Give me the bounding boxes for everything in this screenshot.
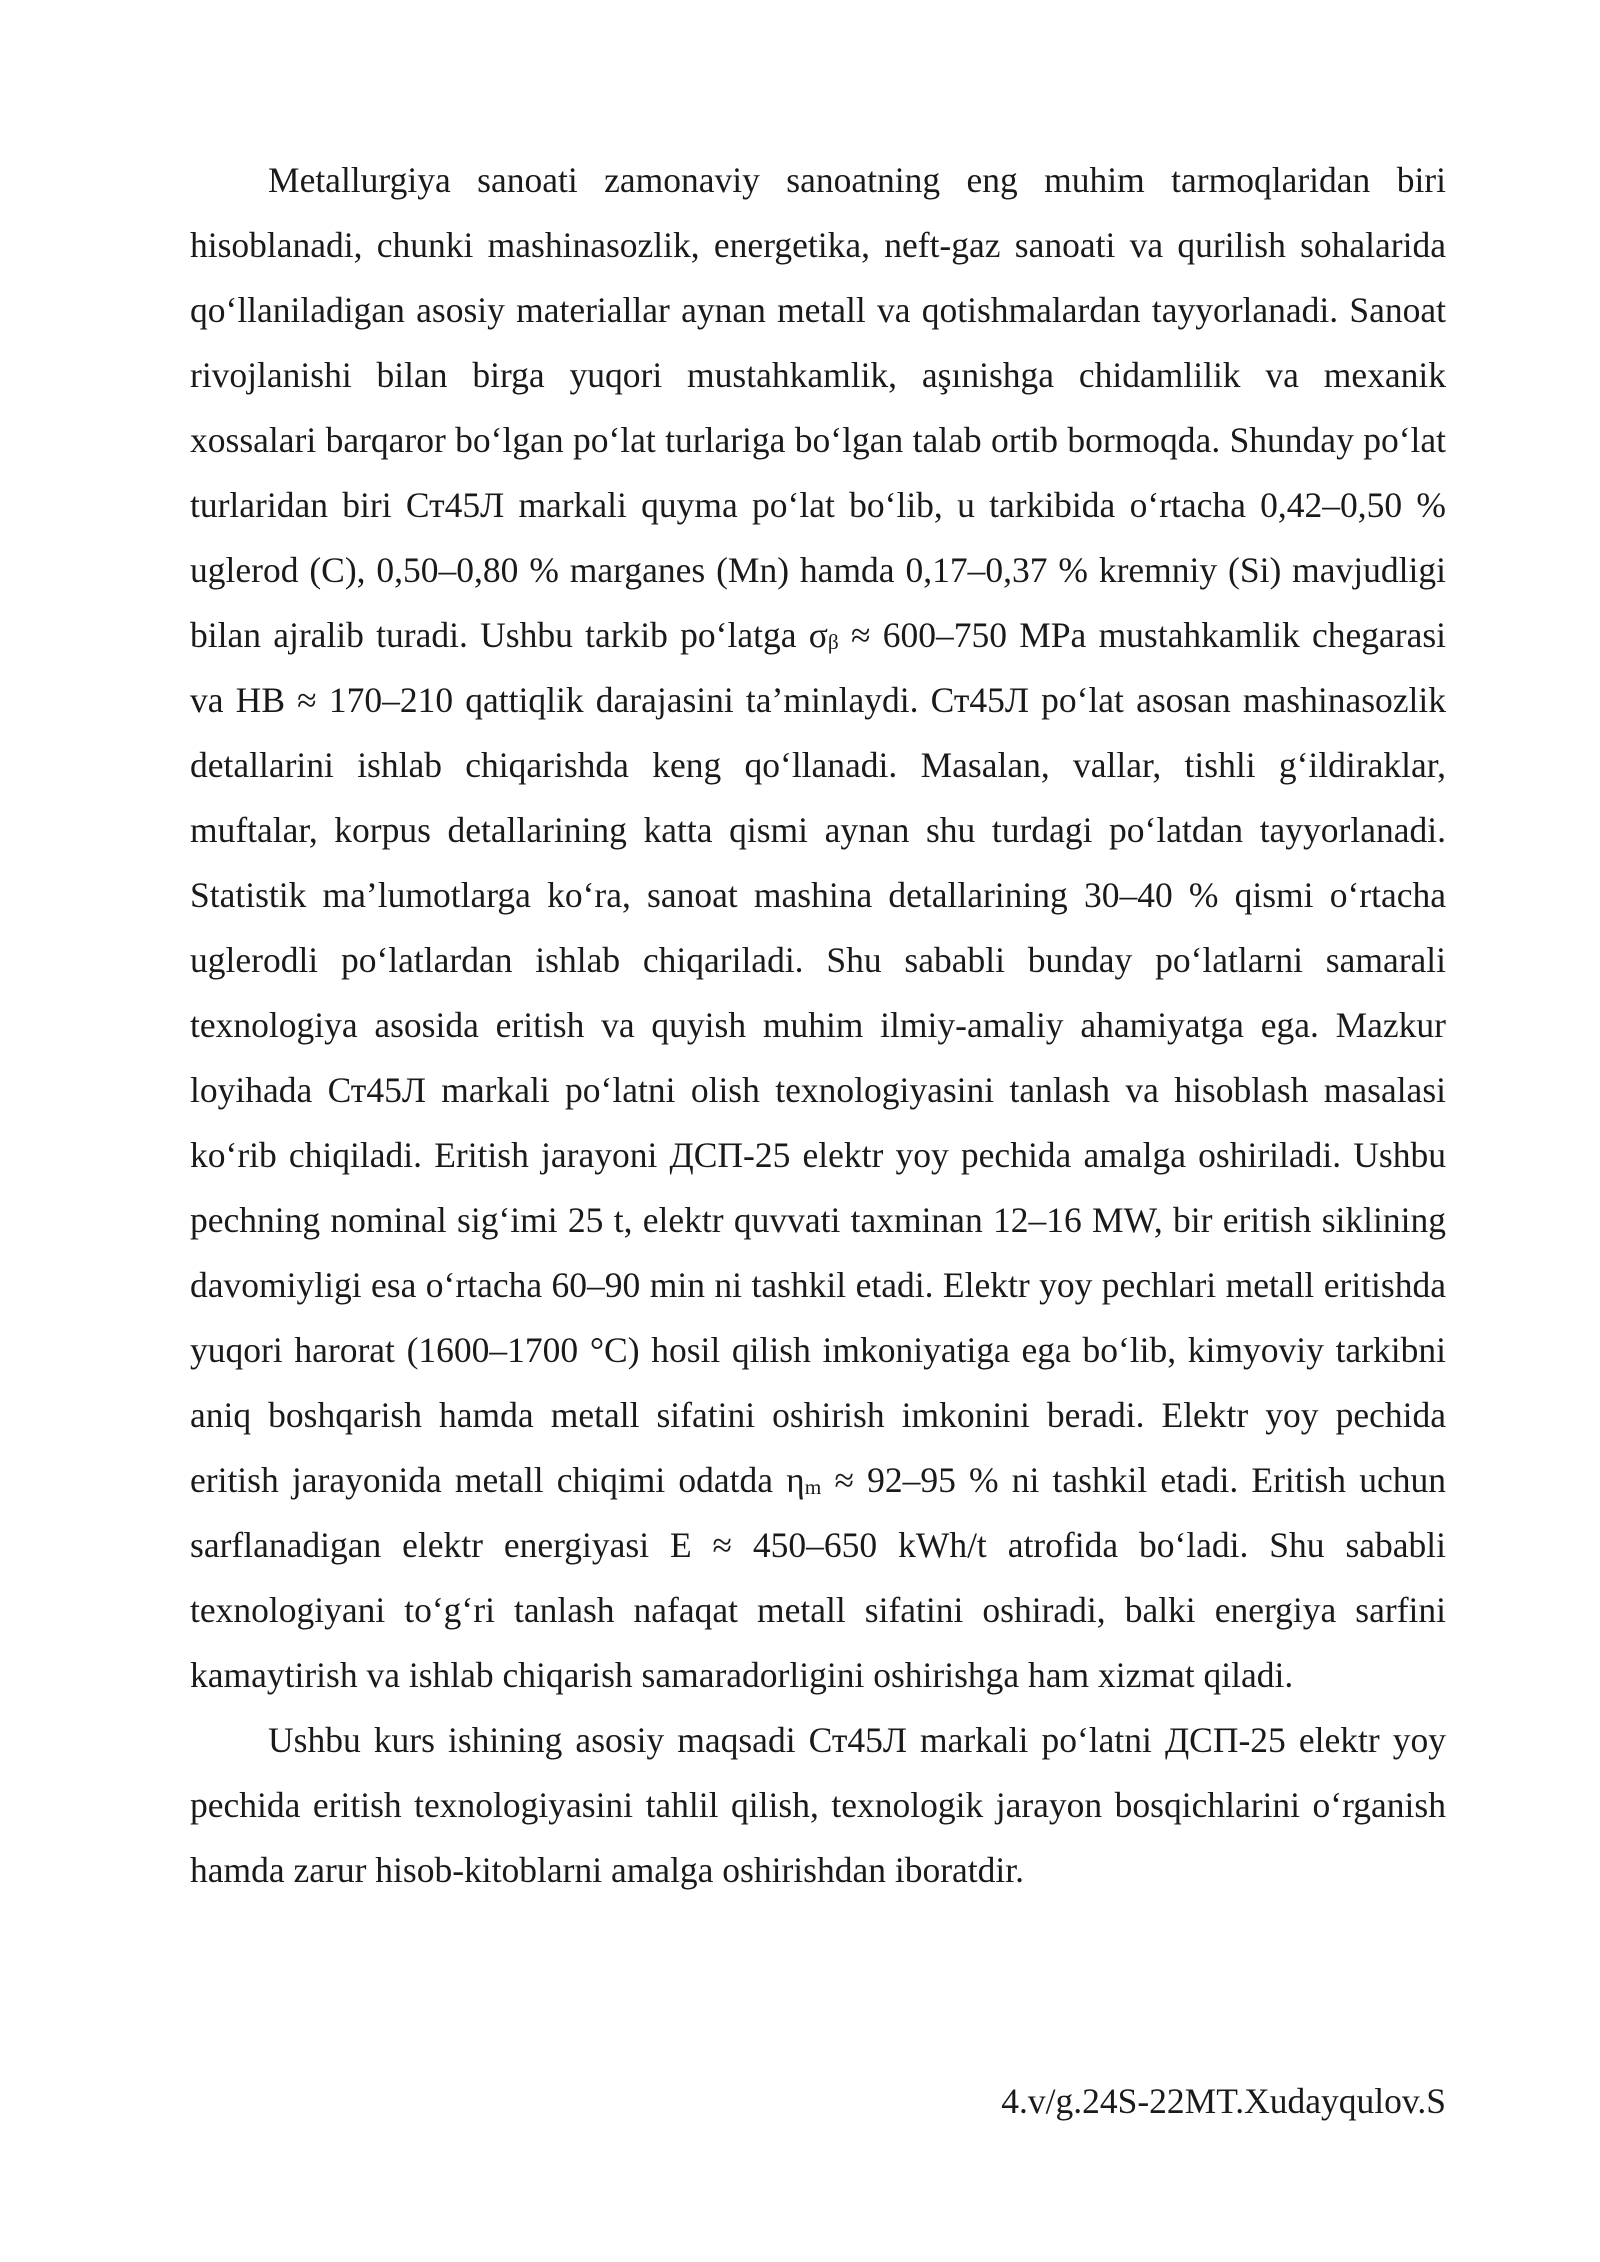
paragraph-text: Ushbu kurs ishining asosiy maqsadi Ст45Л markali po‘latni ДСП-25 elektr yoy pechida eritish texnologiyasini tahlil qilish, texnologik jarayon bosqichlarini o‘rganish hamda zarur hisob-kitoblarni amalga oshirishdan iboratdir. [190,1720,1446,1890]
paragraph-text: ≈ 92–95 % ni tashkil etadi. Eritish uchun sarflanadigan elektr energiyasi E ≈ 450–650 kWh/t atrofida bo‘ladi. Shu sababli texnologiyani to‘g‘ri tanlash nafaqat metall sifatini oshiradi, balki energiya sarfini kamaytirish va ishlab chiqarish samaradorligini oshirishga ham xizmat qiladi. [190,1460,1446,1695]
subscript-beta: β [827,630,839,655]
paragraph-text: Metallurgiya sanoati zamonaviy sanoatning eng muhim tarmoqlaridan biri hisoblanadi, chunki mashinasozlik, energetika, neft-gaz sanoati va qurilish sohalarida qo‘llaniladigan asosiy materiallar aynan metall va qotishmalardan tayyorlanadi. Sanoat rivojlanishi bilan birga yuqori mustahkamlik, aşınishga chidamlilik va mexanik xossalari barqaror bo‘lgan po‘lat turlariga bo‘lgan talab ortib bormoqda. Shunday po‘lat turlaridan biri Ст45Л markali quyma po‘lat bo‘lib, u tarkibida o‘rtacha 0,42–0,50 % uglerod (C), 0,50–0,80 % marganes (Mn) hamda 0,17–0,37 % kremniy (Si) mavjudligi bilan ajralib turadi. Ushbu tarkib po‘latga σ [190,160,1446,655]
paragraph-text: ≈ 600–750 MPa mustahkamlik chegarasi va HB ≈ 170–210 qattiqlik darajasini ta’minlaydi. Ст45Л po‘lat asosan mashinasozlik detallarini ishlab chiqarishda keng qo‘llanadi. Masalan, vallar, tishli g‘ildiraklar, muftalar, korpus detallarining katta qismi aynan shu turdagi po‘latdan tayyorlanadi. Statistik ma’lumotlarga ko‘ra, sanoat mashina detallarining 30–40 % qismi o‘rtacha uglerodli po‘latlardan ishlab chiqariladi. Shu sababli bunday po‘latlarni samarali texnologiya asosida eritish va quyish muhim ilmiy-amaliy ahamiyatga ega. Mazkur loyihada Ст45Л markali po‘latni olish texnologiyasini tanlash va hisoblash masalasi ko‘rib chiqiladi. Eritish jarayoni ДСП-25 elektr yoy pechida amalga oshiriladi. Ushbu pechning nominal sig‘imi 25 t, elektr quvvati taxminan 12–16 MW, bir eritish siklining davomiyligi esa o‘rtacha 60–90 min ni tashkil etadi. Elektr yoy pechlari metall eritishda yuqori harorat (1600–1700 °C) hosil qilish imkoniyatiga ega bo‘lib, kimyoviy tarkibni aniq boshqarish hamda metall sifatini oshirish imkonini beradi. Elektr yoy pechida eritish jarayonida metall chiqimi odatda η [190,615,1447,1500]
subscript-m: m [804,1475,822,1500]
paragraph-goal [190,1708,1446,1903]
page-footer: 4.v/g.24S-22MT.Xudayqulov.S [1001,2081,1446,2121]
paragraph-intro [190,148,1446,1708]
document-body [190,148,1446,1903]
